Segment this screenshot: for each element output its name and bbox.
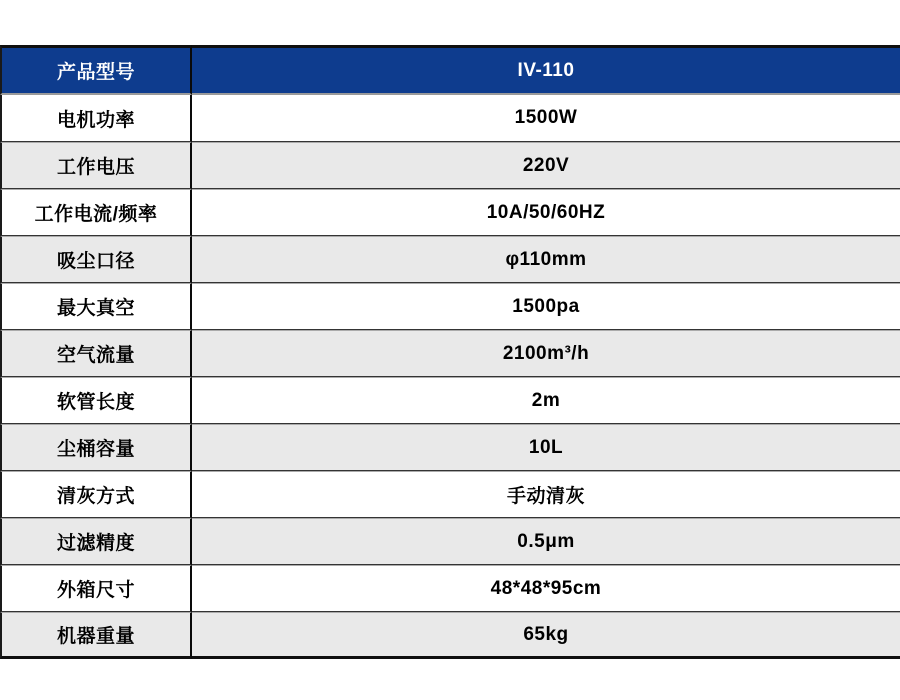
spec-value: 10L bbox=[192, 424, 900, 471]
table-row-ash-cleaning-method bbox=[0, 471, 900, 518]
table-row-current-frequency bbox=[0, 189, 900, 236]
table-row-outer-box-size bbox=[0, 565, 900, 612]
spec-value: 48*48*95cm bbox=[192, 565, 900, 612]
spec-value: 0.5μm bbox=[192, 518, 900, 565]
spec-label: 工作电压 bbox=[0, 142, 192, 189]
table-row-air-flow bbox=[0, 330, 900, 377]
spec-label: 过滤精度 bbox=[0, 518, 192, 565]
table-row-working-voltage bbox=[0, 142, 900, 189]
table-row-max-vacuum bbox=[0, 283, 900, 330]
spec-value: 手动清灰 bbox=[192, 471, 900, 518]
table-row-hose-length bbox=[0, 377, 900, 424]
spec-label: 软管长度 bbox=[0, 377, 192, 424]
spec-label: 吸尘口径 bbox=[0, 236, 192, 283]
table-row-dust-bucket-capacity bbox=[0, 424, 900, 471]
spec-label: 电机功率 bbox=[0, 95, 192, 142]
table-row-machine-weight bbox=[0, 612, 900, 659]
spec-label: 外箱尺寸 bbox=[0, 565, 192, 612]
spec-value: φ110mm bbox=[192, 236, 900, 283]
table-header-row bbox=[0, 45, 900, 95]
spec-label: 清灰方式 bbox=[0, 471, 192, 518]
header-value-model-number: IV-110 bbox=[192, 45, 900, 95]
spec-label: 工作电流/频率 bbox=[0, 189, 192, 236]
spec-value: 10A/50/60HZ bbox=[192, 189, 900, 236]
spec-label: 空气流量 bbox=[0, 330, 192, 377]
product-spec-table bbox=[0, 45, 900, 659]
spec-label: 尘桶容量 bbox=[0, 424, 192, 471]
spec-value: 220V bbox=[192, 142, 900, 189]
spec-value: 65kg bbox=[192, 612, 900, 659]
table-row-suction-diameter bbox=[0, 236, 900, 283]
header-label-product-model: 产品型号 bbox=[0, 45, 192, 95]
spec-label: 最大真空 bbox=[0, 283, 192, 330]
spec-value: 1500W bbox=[192, 95, 900, 142]
spec-value: 2m bbox=[192, 377, 900, 424]
spec-value: 1500pa bbox=[192, 283, 900, 330]
spec-value: 2100m³/h bbox=[192, 330, 900, 377]
spec-label: 机器重量 bbox=[0, 612, 192, 659]
table-row-filter-precision bbox=[0, 518, 900, 565]
table-row-motor-power bbox=[0, 95, 900, 142]
